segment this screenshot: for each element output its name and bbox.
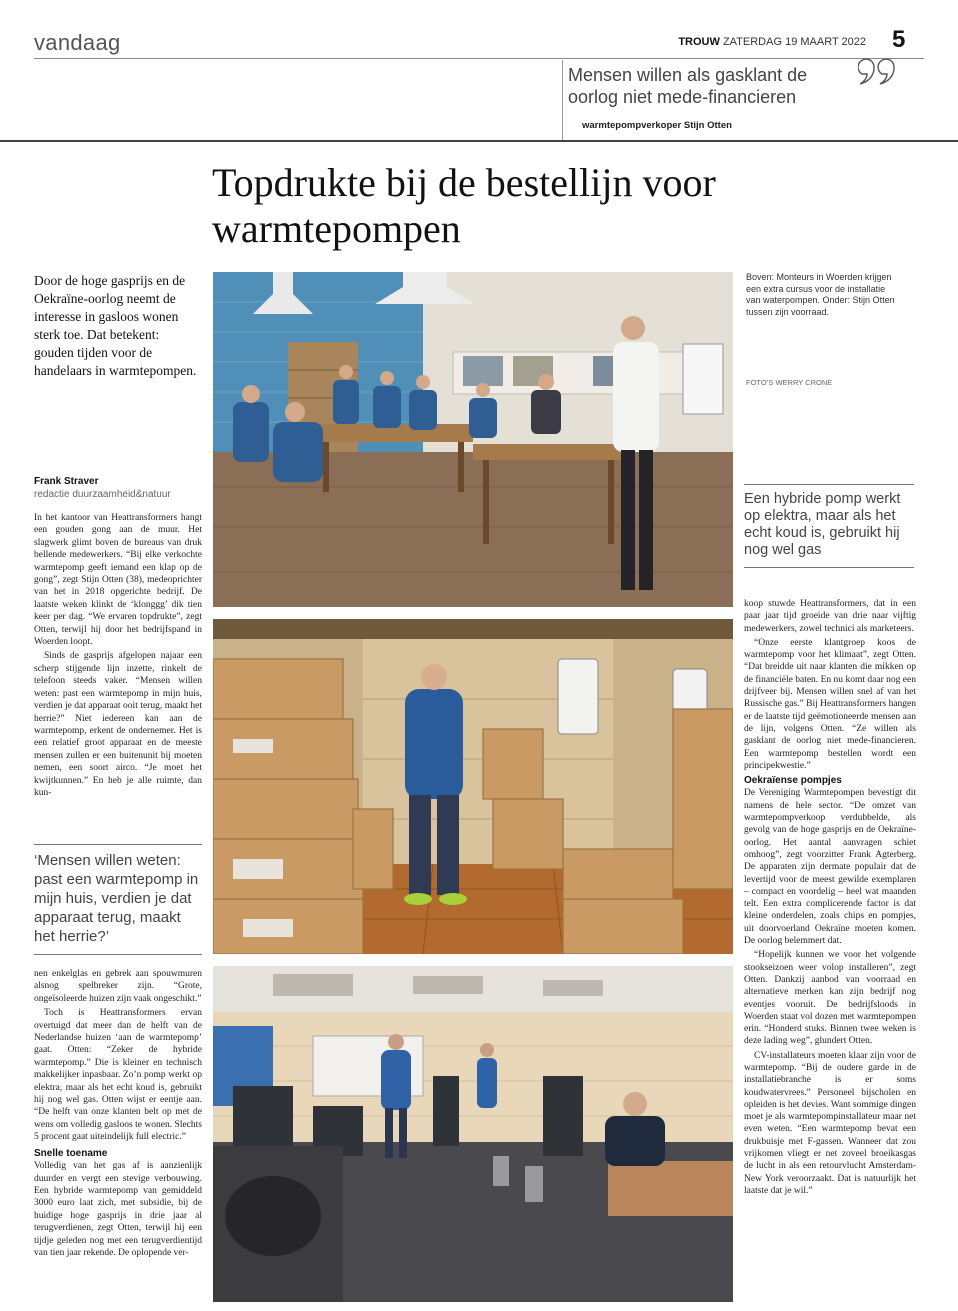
paragraph: koop stuwde Heattransformers, dat in een paar jaar tijd groeide van drie naar vijftig medewerkers, zowel technici als marketeers.: [744, 599, 916, 634]
quote-icon: [858, 54, 904, 88]
photo-warehouse-stock: [213, 619, 733, 954]
subhead-snelle-toename: Snelle toename: [34, 1147, 108, 1159]
issue-date: ZATERDAG 19 MAART 2022: [722, 36, 866, 48]
paragraph: Sinds de gasprijs afgelopen najaar een scherp stijgende lijn inzette, rinkelt de telefoon steeds vaker. “Mensen willen weten: past een warmtepomp in mijn huis, verdien je dat apparaat ooit terug, maakt het herrie?” Niet iedereen kan aan de warmtepomp, erkent de ondernemer. Het is een relatief groot apparaat en de meeste mensen zullen er een buitenunit bij moeten nemen, een soort airco. “Je moet het kwijtkunnen.” En heb je alle ruimte, dan kun-: [34, 651, 202, 798]
byline-department: redactie duurzaamheid&natuur: [34, 489, 171, 500]
photo-office: [213, 966, 733, 1302]
paragraph: Volledig van het gas af is aanzienlijk duurder en vergt een stevige verbouwing. Een hybride warmtepomp van gemiddeld 3000 euro laat zich, met subsidie, bij de huidige hoge gasprijs in drie jaar al terugverdienen, zegt Otten, terwijl hij een tijdje geleden nog met een terugverdientijd van tien jaar rekende. De oplopende ver-: [34, 1161, 202, 1258]
header-rule: [34, 58, 924, 59]
paragraph: In het kantoor van Heattransformers hangt een gouden gong aan de muur. Het slagwerk glimt boven de bureaus van druk bellende medewerkers. “Bij elke verkochte warmtepomp geeft iemand een klap op de gong”, zegt Stijn Otten (38), medeoprichter van het in 2018 opgerichte bedrijf. De laatste weken klinkt de ‘klonggg’ dik tien keer per dag. “We ervaren topdrukte”, zegt Otten, terwijl hij door het bedrijfspand in Woerden loopt.: [34, 513, 202, 648]
paragraph: “Onze eerste klantgroep koos de warmtepomp voor het klimaat”, zegt Otten. “Dat breidde uit naar klanten die mikken op de financiële baten. En nu komt daar nog een drijfveer bij. Mensen willen snel af van het Russische gas.” Bij Heattransformers hangen er de laatste tijd geëmotioneerde mensen aan de lijn, volgens Otten. “Ze willen als gasklant de oorlog niet mede-financieren. Een warmtepomp bestellen wordt een principekwestie.”: [744, 637, 916, 771]
pull-quote-mid: ‘Mensen willen weten: past een warmtepomp in mijn huis, verdien je dat apparaat terug, maakt het herrie?’: [34, 844, 202, 955]
byline-author: Frank Straver: [34, 476, 99, 487]
headline: Topdrukte bij de bestellijn voor warmtepompen: [212, 160, 716, 251]
subhead-oekraiense-pompjes: Oekraïense pompjes: [744, 775, 842, 787]
photo-caption: Boven: Monteurs in Woerden krijgen een extra cursus voor de installatie van waterpompen. Onder: Stijn Otten tussen zijn voorraad.: [746, 272, 895, 317]
section-label: vandaag: [34, 30, 121, 55]
page-number: 5: [892, 26, 906, 53]
article-column-1: [34, 512, 202, 801]
photo-training-room: [213, 272, 733, 607]
lead-paragraph: Door de hoge gasprijs en de Oekraïne-oorlog neemt de interesse in gasloos wonen sterk toe. Dat betekent: gouden tijden voor de handelaars in warmtepompen.: [34, 273, 197, 378]
photo-credit: FOTO’S WERRY CRONE: [746, 378, 833, 387]
masthead: [678, 36, 866, 48]
pull-quote-right: Een hybride pomp werkt op elektra, maar als het echt koud is, gebruikt hij nog wel gas: [744, 484, 914, 568]
paragraph: nen enkelglas en gebrek aan spouwmuren alsnog spelbreker zijn. “Grote, ongeïsoleerde huizen zijn vaak ongeschikt.”: [34, 969, 202, 1004]
headline-rule: [0, 140, 958, 142]
paragraph: De Vereniging Warmtepompen bevestigt dit namens de hele sector. “De omzet van warmtepompverkoop verdubbelde, als gevolg van de hoge gasprijs en de Oekraïne-oorlog. Het aantal aanvragen schiet omhoog”, zegt voorzitter Frank Agterberg. De apparaten zijn dermate populair dat de levertijd voor de meest gewilde exemplaren – compact en voordelig – heel wat maanden telt. Een extra complicerende factor is dat kleine onderdelen, zoals chips en pompjes, uit doorvoerland Oekraïne moeten komen. De oorlog belemmert dat.: [744, 788, 916, 947]
top-quote-credit: warmtepompverkoper Stijn Otten: [582, 120, 732, 131]
paragraph: CV-installateurs moeten klaar zijn voor de warmtepomp. “Bij de oudere garde in de installatiebranche is er soms koudwatervrees.” Personeel bijscholen en opleiden is het devies. Want sommige dingen moet je als warmtepompinstallateur maar net even weten. “Een warmtepomp bevat een drukbuisje met F-gassen. Wanneer dat zou vrijkomen vliegt er net zoveel broeikasgas de lucht in als een retourvlucht Amsterdam-New York veroorzaakt. Dat is natuurlijk het laatste dat je wil.”: [744, 1050, 916, 1196]
top-pull-quote: Mensen willen als gasklant de oorlog niet mede-financieren: [568, 65, 808, 107]
paragraph: Toch is Heattransformers ervan overtuigd dat meer dan de helft van de Nederlandse huizen ‘aan de warmtepomp’ gaat. Otten: “Zeker de hybride warmtepomp.” Die is kleiner en technisch makkelijker inpasbaar. Zo’n pomp werkt op elektra, maar als het echt koud is, gebruikt hij nog wel gas. Otten wijst er eentje aan. “De helft van onze klanten belt op met de wens om volledig gasloos te wonen. Slechts 5 procent gaat uiteindelijk full electric.”: [34, 1008, 202, 1143]
paragraph: “Hopelijk kunnen we voor het volgende stookseizoen weer volop installeren”, zegt Otten. Dankzij aanbod van voorraad en alternatieve merken kan zijn bedrijf nog eventjes vooruit. De bedrijfsloods in Woerden staat vol dozen met warmtepompen erin. “Honderd stuks. Binnen twee weken is deze lading weg”, glundert Otten.: [744, 950, 916, 1047]
paper-name: TROUW: [678, 36, 720, 48]
article-column-1b: [34, 968, 202, 1261]
article-column-3: [744, 598, 916, 1199]
